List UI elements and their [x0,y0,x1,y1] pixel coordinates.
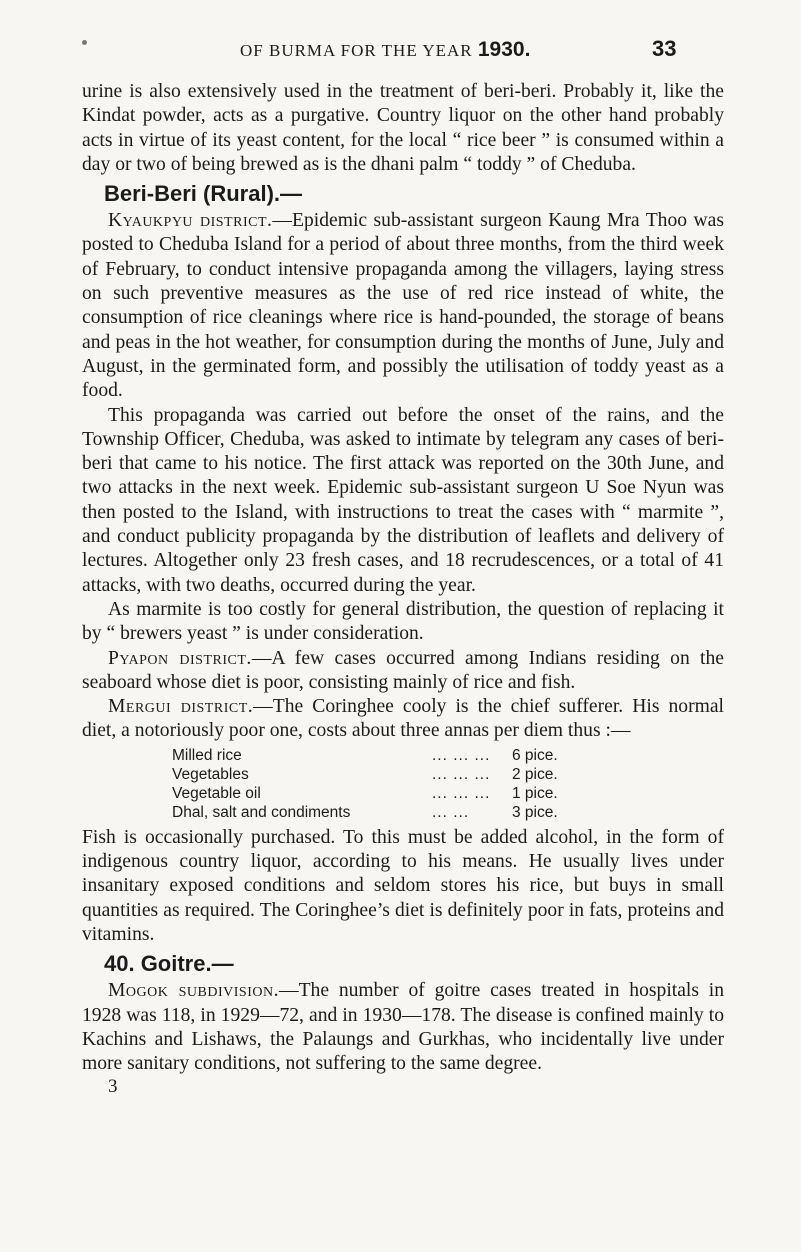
propaganda-paragraph: This propaganda was carried out before the onset of the rains, and the Township Officer, Cheduba, was asked to intimate by telegram any cases of beri-beri that came to his notice. The first attack was reported on the 30th June, and two attacks in the next week. Epidemic sub-assistant surgeon U Soe Nyun was then posted to the Island, with instructions to treat the cases with “ marmite ”, and conduct publicity propaganda by the distribution of leaflets and delivery of lectures. Altogether only 23 fresh cases, and 18 recrudescences, or a total of 41 attacks, with two deaths, occurred during the year. [82,404,724,596]
mergui-paragraph: Mergui district.—The Coringhee cooly is the chief sufferer. His normal diet, a notoriously poor one, costs about three annas per diem thus :— [82,696,724,742]
pyapon-paragraph: Pyapon district.—A few cases occurred among Indians residing on the seaboard whose diet is poor, consisting mainly of rice and fish. [82,647,724,693]
section-heading-beriberi: Beri-Beri (Rural).— [104,181,303,207]
signature-folio: 3 [108,1076,118,1098]
kyaukpyu-label: Kyaukpyu district. [108,210,273,232]
running-header [0,36,801,66]
mogok-paragraph: Mogok subdivision.—The number of goitre cases treated in hospitals in 1928 was 118, in 1929—72, and in 1930—178. The disease is confined mainly to Kachins and Lishaws, the Palaungs and Gurkhas, who incidentally live under more sanitary conditions, not suffering to the same degree. [82,980,724,1075]
fish-paragraph: Fish is occasionally purchased. To this must be added alcohol, in the form of indigenous country liquor, according to his means. He usually lives under insanitary exposed conditions and seldom stores his rice, but buys in small quantities as required. The Coringhee’s diet is definitely poor in fats, proteins and vitamins. [82,826,724,945]
kyaukpyu-paragraph: Kyaukpyu district.—Epidemic sub-assistant surgeon Kaung Mra Thoo was posted to Cheduba Island for a period of about three months, from the third week of February, to conduct intensive propaganda among the villagers, laying stress on such preventive measures as the use of red rice instead of white, the consumption of rice cleanings where rice is hand-pounded, the storage of beans and peas in the hot weather, for consumption during the months of June, July and August, in the germinated form, and possibly the utilisation of toddy yeast as a food. [82,210,725,402]
intro-paragraph: urine is also extensively used in the treatment of beri-beri. Probably it, like the Kindat powder, acts as a purgative. Country liquor on the other hand probably acts in virtue of its yeast content, for the local “ rice beer ” is consumed within a day or two of being brewed as is the dhani palm “ toddy ” of Cheduba. [82,81,724,175]
running-title: OF BURMA FOR THE YEAR 1930. [240,38,531,61]
section-heading-goitre: 40. Goitre.— [104,951,234,977]
body-text [82,80,724,1098]
table-row: Vegetable oil ... ... ... 1 pice. [172,784,558,802]
page-number: 33 [652,36,677,61]
table-row: Dhal, salt and condiments ... ... 3 pice. [172,803,558,821]
running-title-year: 1930. [477,38,531,61]
mergui-label: Mergui district. [108,696,254,718]
diet-cost-table [172,746,558,822]
mogok-label: Mogok subdivision. [108,980,279,1002]
pyapon-label: Pyapon district. [108,647,252,669]
table-row: Vegetables ... ... ... 2 pice. [172,765,558,783]
table-row: Milled rice ... ... ... 6 pice. [172,746,558,764]
marmite-paragraph: As marmite is too costly for general distribution, the question of replacing it by “ brewers yeast ” is under consideration. [82,598,724,645]
